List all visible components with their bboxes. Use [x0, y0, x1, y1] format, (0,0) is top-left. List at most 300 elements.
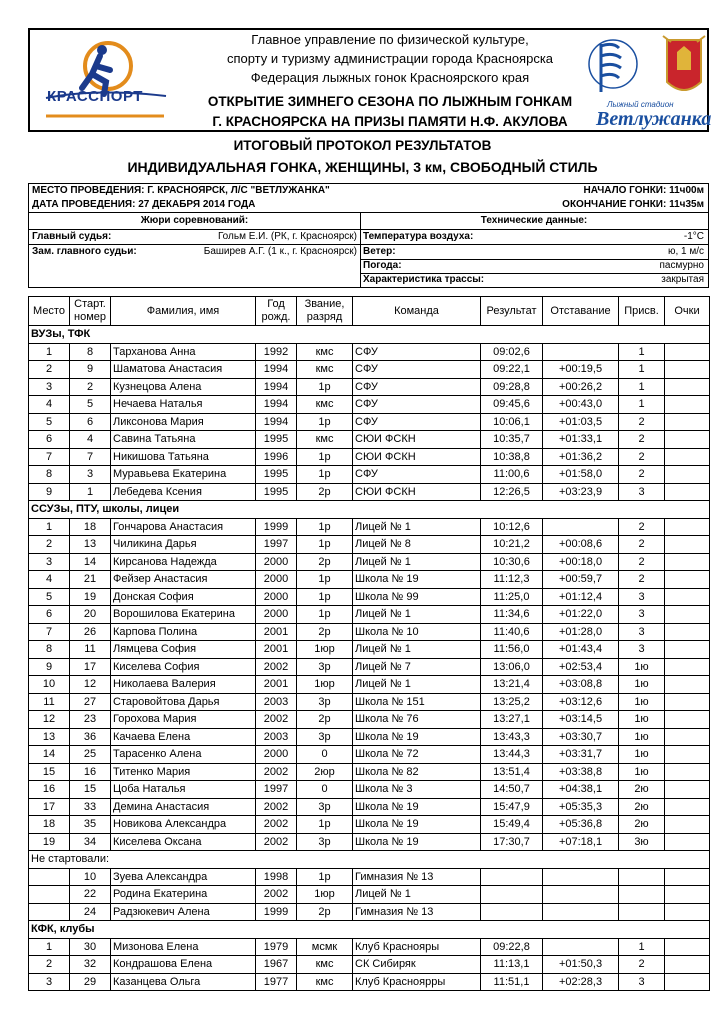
table-cell: +00:59,7	[543, 571, 619, 589]
section-title: КФК, клубы	[29, 921, 710, 939]
table-cell: 13	[29, 728, 70, 746]
table-cell: 1ю	[619, 728, 665, 746]
table-cell: 11:13,1	[481, 956, 543, 974]
col-header: Результат	[481, 297, 543, 326]
table-cell: 1997	[256, 536, 297, 554]
table-cell	[665, 763, 710, 781]
table-cell: 17	[29, 798, 70, 816]
table-cell	[543, 903, 619, 921]
weather-value: пасмурно	[659, 260, 704, 271]
jury-header: Жюри соревнований:	[140, 215, 249, 226]
table-cell: СК Сибиряк	[353, 956, 481, 974]
table-cell: 10:30,6	[481, 553, 543, 571]
table-cell: Киселева Оксана	[111, 833, 256, 851]
table-cell: 1994	[256, 378, 297, 396]
table-cell: Лицей № 8	[353, 536, 481, 554]
table-cell	[543, 518, 619, 536]
table-cell: +00:43,0	[543, 396, 619, 414]
race-start-time: НАЧАЛО ГОНКИ: 11ч00м	[583, 185, 704, 196]
weather-label: Погода:	[363, 260, 402, 271]
wind-value: ю, 1 м/с	[667, 246, 704, 257]
table-cell: 2003	[256, 728, 297, 746]
table-cell: кмс	[297, 431, 353, 449]
table-cell: Кондрашова Елена	[111, 956, 256, 974]
table-cell: 4	[70, 431, 111, 449]
table-cell	[665, 413, 710, 431]
table-cell: Родина Екатерина	[111, 886, 256, 904]
table-cell: 1	[29, 938, 70, 956]
table-cell: 09:02,6	[481, 343, 543, 361]
table-cell: 2000	[256, 588, 297, 606]
table-row	[29, 676, 710, 694]
race-end-time: ОКОНЧАНИЕ ГОНКИ: 11ч35м	[562, 199, 704, 210]
table-cell: +03:30,7	[543, 728, 619, 746]
table-cell: 3ю	[619, 833, 665, 851]
table-cell: 10:35,7	[481, 431, 543, 449]
table-cell: СЮИ ФСКН	[353, 448, 481, 466]
table-cell: 1ю	[619, 746, 665, 764]
table-row	[29, 886, 710, 904]
table-cell	[665, 536, 710, 554]
table-cell: 1ю	[619, 711, 665, 729]
table-cell: СФУ	[353, 361, 481, 379]
table-cell: 09:28,8	[481, 378, 543, 396]
table-row	[29, 413, 710, 431]
col-header: Присв.	[619, 297, 665, 326]
table-cell: 2	[29, 956, 70, 974]
table-cell: 1995	[256, 431, 297, 449]
table-cell: 2000	[256, 571, 297, 589]
table-cell: 19	[29, 833, 70, 851]
table-cell: 15	[29, 763, 70, 781]
table-cell: Лямцева София	[111, 641, 256, 659]
table-cell	[665, 711, 710, 729]
table-cell: 6	[29, 606, 70, 624]
table-cell: 1977	[256, 973, 297, 991]
table-cell: Шаматова Анастасия	[111, 361, 256, 379]
section-title: ССУЗы, ПТУ, школы, лицеи	[29, 501, 710, 519]
table-cell: 7	[29, 448, 70, 466]
table-cell	[665, 868, 710, 886]
table-cell: 24	[70, 903, 111, 921]
table-cell	[665, 676, 710, 694]
table-row	[29, 396, 710, 414]
table-cell: 19	[70, 588, 111, 606]
table-row	[29, 833, 710, 851]
results-body	[29, 326, 710, 991]
table-cell: СФУ	[353, 378, 481, 396]
table-cell: +03:31,7	[543, 746, 619, 764]
table-cell: +01:22,0	[543, 606, 619, 624]
table-cell: 2	[619, 571, 665, 589]
table-cell: Школа № 72	[353, 746, 481, 764]
table-cell: 2	[619, 413, 665, 431]
table-cell	[29, 903, 70, 921]
table-cell: 23	[70, 711, 111, 729]
table-cell: 11	[70, 641, 111, 659]
table-cell: 10	[29, 676, 70, 694]
table-cell: Кузнецова Алена	[111, 378, 256, 396]
table-row	[29, 903, 710, 921]
table-row	[29, 763, 710, 781]
table-cell: 1	[70, 483, 111, 501]
header-box	[28, 28, 712, 132]
table-cell	[665, 641, 710, 659]
table-cell: 1997	[256, 781, 297, 799]
table-cell: 5	[70, 396, 111, 414]
table-cell: 10:21,2	[481, 536, 543, 554]
table-cell: СФУ	[353, 466, 481, 484]
table-cell: 2002	[256, 763, 297, 781]
track-label: Характеристика трассы:	[363, 274, 485, 285]
table-cell	[29, 886, 70, 904]
race-info-block	[28, 183, 709, 288]
table-cell	[665, 781, 710, 799]
table-cell: 2	[619, 431, 665, 449]
table-cell	[543, 868, 619, 886]
table-cell: 3	[29, 378, 70, 396]
table-cell: 3	[619, 606, 665, 624]
table-cell: 1р	[297, 413, 353, 431]
table-cell: 5	[29, 413, 70, 431]
table-cell: Гимназия № 13	[353, 868, 481, 886]
table-cell: 12	[29, 711, 70, 729]
table-cell: 27	[70, 693, 111, 711]
wind-label: Ветер:	[363, 246, 396, 257]
table-cell: 1	[619, 343, 665, 361]
table-cell: 9	[70, 361, 111, 379]
table-cell: 11:56,0	[481, 641, 543, 659]
org-line-2: спорту и туризму администрации города Красноярска	[226, 51, 554, 66]
table-cell: 16	[29, 781, 70, 799]
table-cell: 13:44,3	[481, 746, 543, 764]
table-cell: +02:53,4	[543, 658, 619, 676]
table-row	[29, 483, 710, 501]
table-cell: 22	[70, 886, 111, 904]
section-title: ВУЗы, ТФК	[29, 326, 710, 344]
table-cell: 13:25,2	[481, 693, 543, 711]
table-cell: кмс	[297, 396, 353, 414]
col-header: Год рожд.	[256, 297, 297, 326]
table-row	[29, 781, 710, 799]
temp-label: Температура воздуха:	[363, 231, 474, 242]
table-row	[29, 746, 710, 764]
table-cell: кмс	[297, 973, 353, 991]
table-cell	[29, 868, 70, 886]
table-cell: 35	[70, 816, 111, 834]
table-row	[29, 466, 710, 484]
table-cell: мсмк	[297, 938, 353, 956]
table-cell	[665, 466, 710, 484]
table-cell: 13	[70, 536, 111, 554]
table-cell: Лебедева Ксения	[111, 483, 256, 501]
table-cell: Радзюкевич Алена	[111, 903, 256, 921]
table-cell: 2р	[297, 903, 353, 921]
table-cell: 2ю	[619, 816, 665, 834]
table-row	[29, 518, 710, 536]
table-cell	[665, 886, 710, 904]
table-cell	[665, 728, 710, 746]
table-row	[29, 693, 710, 711]
col-header: Место	[29, 297, 70, 326]
table-row	[29, 956, 710, 974]
table-cell	[481, 868, 543, 886]
event-line-1: ОТКРЫТИЕ ЗИМНЕГО СЕЗОНА ПО ЛЫЖНЫМ ГОНКАМ	[207, 94, 573, 109]
table-cell: +03:38,8	[543, 763, 619, 781]
table-cell: 2001	[256, 641, 297, 659]
table-cell: 1967	[256, 956, 297, 974]
table-cell: 1994	[256, 361, 297, 379]
table-cell	[665, 746, 710, 764]
track-value: закрытая	[661, 274, 704, 285]
table-row	[29, 553, 710, 571]
table-cell	[665, 553, 710, 571]
table-cell: СФУ	[353, 396, 481, 414]
table-cell: 18	[70, 518, 111, 536]
table-cell: 1р	[297, 588, 353, 606]
table-cell: 8	[29, 466, 70, 484]
table-cell: 3	[619, 641, 665, 659]
table-cell: 1р	[297, 868, 353, 886]
table-cell: 11:00,6	[481, 466, 543, 484]
chief-judge-value: Гольм Е.И. (РК, г. Красноярск)	[217, 231, 357, 242]
table-cell: 1	[29, 518, 70, 536]
table-cell	[665, 956, 710, 974]
table-cell: 30	[70, 938, 111, 956]
table-cell: 2ю	[619, 781, 665, 799]
table-row	[29, 868, 710, 886]
table-cell: Школа № 19	[353, 833, 481, 851]
table-row	[29, 938, 710, 956]
table-cell: 2	[619, 448, 665, 466]
table-cell: 32	[70, 956, 111, 974]
table-cell: 1р	[297, 606, 353, 624]
table-cell: Школа № 10	[353, 623, 481, 641]
table-cell: Качаева Елена	[111, 728, 256, 746]
table-cell: 09:45,6	[481, 396, 543, 414]
table-cell: 2	[619, 553, 665, 571]
table-cell: +07:18,1	[543, 833, 619, 851]
stadium-name: Ветлужанка	[596, 108, 712, 130]
table-cell: 9	[29, 658, 70, 676]
table-cell: Савина Татьяна	[111, 431, 256, 449]
table-cell: 2	[70, 378, 111, 396]
table-row	[29, 361, 710, 379]
table-cell: 2002	[256, 886, 297, 904]
table-cell: 2р	[297, 711, 353, 729]
table-cell: 20	[70, 606, 111, 624]
table-cell: +01:36,2	[543, 448, 619, 466]
col-header: Очки	[665, 297, 710, 326]
table-cell	[665, 816, 710, 834]
table-cell: 1р	[297, 816, 353, 834]
table-cell: 2002	[256, 833, 297, 851]
table-cell: 1999	[256, 903, 297, 921]
table-cell: Школа № 19	[353, 798, 481, 816]
table-cell: +02:28,3	[543, 973, 619, 991]
table-cell: +00:26,2	[543, 378, 619, 396]
table-cell: 36	[70, 728, 111, 746]
table-cell: 11	[29, 693, 70, 711]
table-cell: Киселева София	[111, 658, 256, 676]
table-cell: 13:51,4	[481, 763, 543, 781]
table-cell	[619, 886, 665, 904]
table-cell: Школа № 19	[353, 816, 481, 834]
table-cell: 0	[297, 746, 353, 764]
table-cell: 2	[619, 518, 665, 536]
krassport-logo	[36, 36, 186, 126]
table-cell	[665, 833, 710, 851]
table-cell: Лицей № 1	[353, 606, 481, 624]
table-cell: Лицей № 1	[353, 886, 481, 904]
table-cell: 1994	[256, 396, 297, 414]
table-cell: кмс	[297, 343, 353, 361]
table-cell: Школа № 151	[353, 693, 481, 711]
col-header: Звание, разряд	[297, 297, 353, 326]
table-cell: 0	[297, 781, 353, 799]
table-cell: 09:22,1	[481, 361, 543, 379]
table-cell: +04:38,1	[543, 781, 619, 799]
table-cell: 2002	[256, 798, 297, 816]
table-cell: 2001	[256, 676, 297, 694]
table-cell: +01:58,0	[543, 466, 619, 484]
table-cell: 15:47,9	[481, 798, 543, 816]
table-cell: 2	[619, 466, 665, 484]
table-header-row	[29, 297, 710, 326]
table-cell: 3	[619, 588, 665, 606]
table-cell: 1юр	[297, 641, 353, 659]
table-cell: Школа № 3	[353, 781, 481, 799]
table-cell: 10:06,1	[481, 413, 543, 431]
table-cell	[665, 973, 710, 991]
table-cell: 09:22,8	[481, 938, 543, 956]
section-header-row	[29, 501, 710, 519]
table-cell: Кирсанова Надежда	[111, 553, 256, 571]
table-cell	[665, 571, 710, 589]
table-row	[29, 711, 710, 729]
table-cell: 8	[70, 343, 111, 361]
table-cell: 1	[619, 361, 665, 379]
deputy-judge-label: Зам. главного судьи:	[32, 246, 137, 257]
table-cell: 2000	[256, 606, 297, 624]
race-date: ДАТА ПРОВЕДЕНИЯ: 27 ДЕКАБРЯ 2014 ГОДА	[32, 199, 256, 210]
table-cell	[543, 886, 619, 904]
table-cell: 3р	[297, 833, 353, 851]
table-cell: 1ю	[619, 658, 665, 676]
section-header-row	[29, 851, 710, 869]
table-cell: 9	[29, 483, 70, 501]
table-cell: 1	[619, 378, 665, 396]
table-cell: 2002	[256, 816, 297, 834]
table-cell	[665, 588, 710, 606]
table-cell: 1	[619, 938, 665, 956]
table-cell: 1р	[297, 378, 353, 396]
table-cell: +00:18,0	[543, 553, 619, 571]
table-cell	[665, 361, 710, 379]
table-cell	[543, 938, 619, 956]
table-cell: Карпова Полина	[111, 623, 256, 641]
table-cell: Лицей № 7	[353, 658, 481, 676]
table-cell: 13:27,1	[481, 711, 543, 729]
table-cell: 2р	[297, 483, 353, 501]
table-cell: +03:14,5	[543, 711, 619, 729]
table-cell: Новикова Александра	[111, 816, 256, 834]
table-cell: 1979	[256, 938, 297, 956]
table-cell: 2	[29, 361, 70, 379]
table-cell	[619, 868, 665, 886]
table-cell: Чиликина Дарья	[111, 536, 256, 554]
table-cell: 26	[70, 623, 111, 641]
table-cell	[665, 448, 710, 466]
table-cell: 2002	[256, 711, 297, 729]
table-cell: 2	[619, 956, 665, 974]
table-row	[29, 378, 710, 396]
table-cell: 13:43,3	[481, 728, 543, 746]
table-cell: Гончарова Анастасия	[111, 518, 256, 536]
table-cell: Николаева Валерия	[111, 676, 256, 694]
table-cell: 14	[70, 553, 111, 571]
table-cell: 1ю	[619, 676, 665, 694]
table-cell: +01:33,1	[543, 431, 619, 449]
table-cell: +01:50,3	[543, 956, 619, 974]
table-cell: 1998	[256, 868, 297, 886]
table-cell: Ликсонова Мария	[111, 413, 256, 431]
table-cell: 1999	[256, 518, 297, 536]
table-cell: 3р	[297, 658, 353, 676]
table-cell: 10:38,8	[481, 448, 543, 466]
race-place: МЕСТО ПРОВЕДЕНИЯ: Г. КРАСНОЯРСК, Л/С "ВЕТЛУЖАНКА"	[32, 185, 330, 196]
table-cell: +03:08,8	[543, 676, 619, 694]
table-cell: 1юр	[297, 676, 353, 694]
table-cell: 21	[70, 571, 111, 589]
table-cell: Лицей № 1	[353, 676, 481, 694]
table-row	[29, 728, 710, 746]
temp-value: -1°C	[683, 231, 704, 242]
table-cell: Мизонова Елена	[111, 938, 256, 956]
table-row	[29, 816, 710, 834]
table-cell: 13:06,0	[481, 658, 543, 676]
table-cell: Титенко Мария	[111, 763, 256, 781]
table-cell: 11:51,1	[481, 973, 543, 991]
table-cell: 3р	[297, 798, 353, 816]
table-row	[29, 588, 710, 606]
table-cell: 1р	[297, 536, 353, 554]
table-cell: 3	[29, 973, 70, 991]
table-cell	[665, 431, 710, 449]
table-cell	[665, 483, 710, 501]
table-cell: 2003	[256, 693, 297, 711]
table-cell: 1юр	[297, 886, 353, 904]
table-cell: 6	[70, 413, 111, 431]
table-cell: 2р	[297, 553, 353, 571]
table-cell	[543, 343, 619, 361]
table-cell	[665, 378, 710, 396]
table-cell: 2000	[256, 553, 297, 571]
results-table	[28, 296, 710, 991]
table-cell: 6	[29, 431, 70, 449]
table-cell: 1р	[297, 466, 353, 484]
table-row	[29, 606, 710, 624]
table-cell: +05:35,3	[543, 798, 619, 816]
race-subtitle: ИНДИВИДУАЛЬНАЯ ГОНКА, ЖЕНЩИНЫ, 3 км, СВОБОДНЫЙ СТИЛЬ	[127, 159, 598, 175]
table-row	[29, 431, 710, 449]
table-cell: 13:21,4	[481, 676, 543, 694]
table-cell: 1р	[297, 518, 353, 536]
table-cell: 3	[619, 973, 665, 991]
col-header: Старт. номер	[70, 297, 111, 326]
table-cell: 14:50,7	[481, 781, 543, 799]
table-cell: Цоба Наталья	[111, 781, 256, 799]
